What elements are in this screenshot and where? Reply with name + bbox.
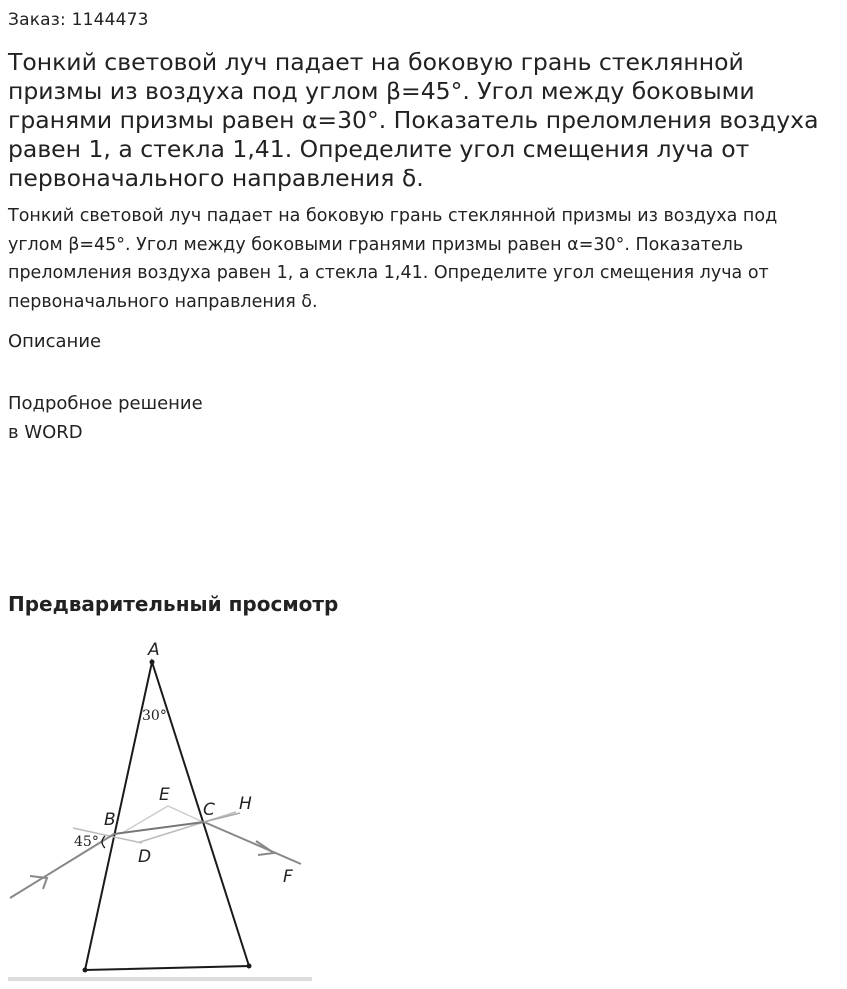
vertex-bottom-right-dot [247, 964, 252, 969]
incident-ray-arrow [30, 876, 47, 889]
emergent-ray-arrow [256, 841, 274, 855]
label-point-b: B [104, 810, 116, 830]
vertex-bottom-left-dot [83, 968, 88, 973]
solution-format-word: в WORD [8, 422, 83, 443]
label-point-a: A [148, 640, 160, 660]
vertex-a-dot [150, 660, 155, 665]
description-heading: Описание [8, 331, 102, 352]
problem-text: Тонкий световой луч падает на боковую грань стеклянной призмы из воздуха под углом β=45°. Угол между боковыми гранями призмы равен α=30°. Показатель преломления воздуха равен 1, а стекла 1,41. Определите угол смещения луча от первоначального направления δ. [8, 206, 778, 312]
normal-line-c [140, 812, 236, 842]
helper-line-e [122, 806, 203, 833]
label-apex-angle: 30° [142, 708, 167, 724]
incidence-angle-arc [102, 836, 105, 848]
problem-title: Тонкий световой луч падает на боковую грань стеклянной призмы из воздуха под углом β=45°. Угол между боковыми гранями призмы равен α=30°. Показатель преломления воздуха равен 1, а стекла 1,41. Определите угол смещения луча от первоначального направления δ. [8, 48, 819, 192]
label-point-h: H [239, 794, 252, 814]
label-point-d: D [138, 847, 152, 867]
label-point-c: C [203, 800, 215, 820]
label-point-e: E [159, 785, 170, 805]
emergent-ray [204, 822, 301, 864]
refracted-ray [114, 822, 204, 834]
label-incidence-angle: 45° [74, 834, 99, 850]
preview-heading: Предварительный просмотр [8, 592, 339, 616]
figure-bottom-strip [8, 977, 312, 981]
order-number: Заказ: 1144473 [8, 10, 149, 30]
solution-format-line: Подробное решение [8, 393, 203, 414]
prism-diagram [0, 630, 320, 989]
label-point-f: F [283, 867, 293, 887]
